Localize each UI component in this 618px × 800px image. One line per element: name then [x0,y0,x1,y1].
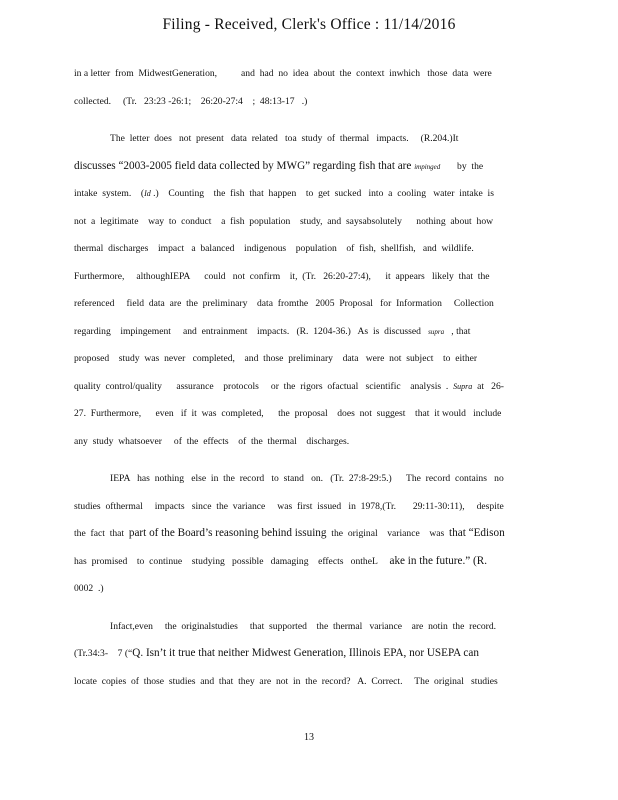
text-segment: thermal discharges impact a balanced indigenous population of fish, shellfish, and wildlife. [74,243,474,254]
text-line [74,180,538,208]
document-body [74,60,538,695]
text-segment: .) Counting the fish that happen to get sucked into a cooling water intake is [150,188,494,199]
text-segment: Infact,even the originalstudies that supported the thermal variance are notin the record. [110,620,497,632]
text-segment: regarding impingement and entrainment impacts. (R. 1204-36.) As is discussed [74,325,429,337]
text-segment: Q. Isn’t it true that neither Midwest Generation, Illinois EPA, nor USEPA can [132,647,479,659]
text-segment: Furthermore, althoughIEPA could not confirm it, (Tr. 26:20-27:4), it appears likely that the [74,270,490,282]
text-segment: impinged [414,162,441,171]
page-number: 13 [304,732,314,743]
text-line [74,235,538,263]
text-line [74,208,538,236]
text-segment: The letter does not present data related toa study of thermal impacts. (R.204.)It [110,133,459,144]
text-segment: referenced field data are the preliminary data fromthe 2005 Proposal for Information Collection [74,298,494,309]
text-line [74,88,538,116]
text-line [74,125,538,153]
text-segment: not a legitimate way to conduct a fish population study, and saysabsolutely nothing about how [74,215,494,227]
text-segment: part of the Board’s reasoning behind issuing [128,527,327,539]
text-segment: IEPA has nothing else in the record to stand on. (Tr. 27:8-29:5.) The record contains no [110,473,504,484]
text-line [74,345,538,373]
text-segment: studies ofthermal impacts since the variance was first issued in 1978,(Tr. 29:11-30:11), despite [74,500,504,512]
text-line [74,290,538,318]
text-line [74,640,538,668]
text-line [74,263,538,291]
text-segment: quality control/quality assurance protocols or the rigors ofactual scientific analysis . [74,380,454,392]
text-line [74,575,538,603]
text-segment: has promised to continue studying possible damaging effects ontheL [74,555,390,567]
text-segment: 0002 .) [74,583,104,594]
text-line [74,153,538,181]
text-segment: Supra [453,381,473,391]
filing-header: Filing - Received, Clerk's Office : 11/14/2016 [162,16,456,33]
text-segment: supra [428,327,445,336]
text-segment: locate copies of those studies and that they are not in the record? A. Correct. The original studies [74,675,498,687]
text-line [74,613,538,641]
text-line [74,60,538,88]
text-segment: in a letter from MidwestGeneration, and had no idea about the context inwhich those data were [74,68,492,79]
text-line [74,668,538,696]
text-segment: collected. (Tr. 23:23 -26:1; 26:20-27:4 ; 48:13-17 .) [74,95,308,107]
text-segment: discusses “2003-2005 field data collected by MWG” regarding fish that are [74,159,415,172]
text-segment: the fact that [74,528,129,539]
text-segment: that “Edison [449,527,505,539]
paragraph-gap [74,455,538,465]
text-segment: any study whatsoever of the effects of the thermal discharges. [74,435,350,447]
text-segment: the original variance was [326,528,450,539]
text-line [74,318,538,346]
paragraph [74,465,538,603]
text-line [74,373,538,401]
text-segment: proposed study was never completed, and those preliminary data were not subject to either [74,353,478,364]
text-segment: , that [444,325,471,337]
paragraph [74,613,538,696]
text-line [74,520,538,548]
text-line [74,493,538,521]
text-line [74,465,538,493]
paragraph [74,60,538,115]
text-segment: intake system. ( [74,188,145,199]
text-line [74,400,538,428]
text-segment: Id [144,189,151,198]
text-segment: by the [440,160,484,172]
paragraph-gap [74,603,538,613]
text-segment: ake in the future.” (R. [389,554,488,567]
text-line [74,548,538,576]
text-segment: (Tr.34:3- 7 (“ [74,648,133,659]
text-segment: 27. Furthermore, even if it was completed, the proposal does not suggest that it would include [74,408,502,419]
paragraph [74,125,538,455]
text-segment: at 26- [472,380,504,392]
paragraph-gap [74,115,538,125]
text-line [74,428,538,456]
